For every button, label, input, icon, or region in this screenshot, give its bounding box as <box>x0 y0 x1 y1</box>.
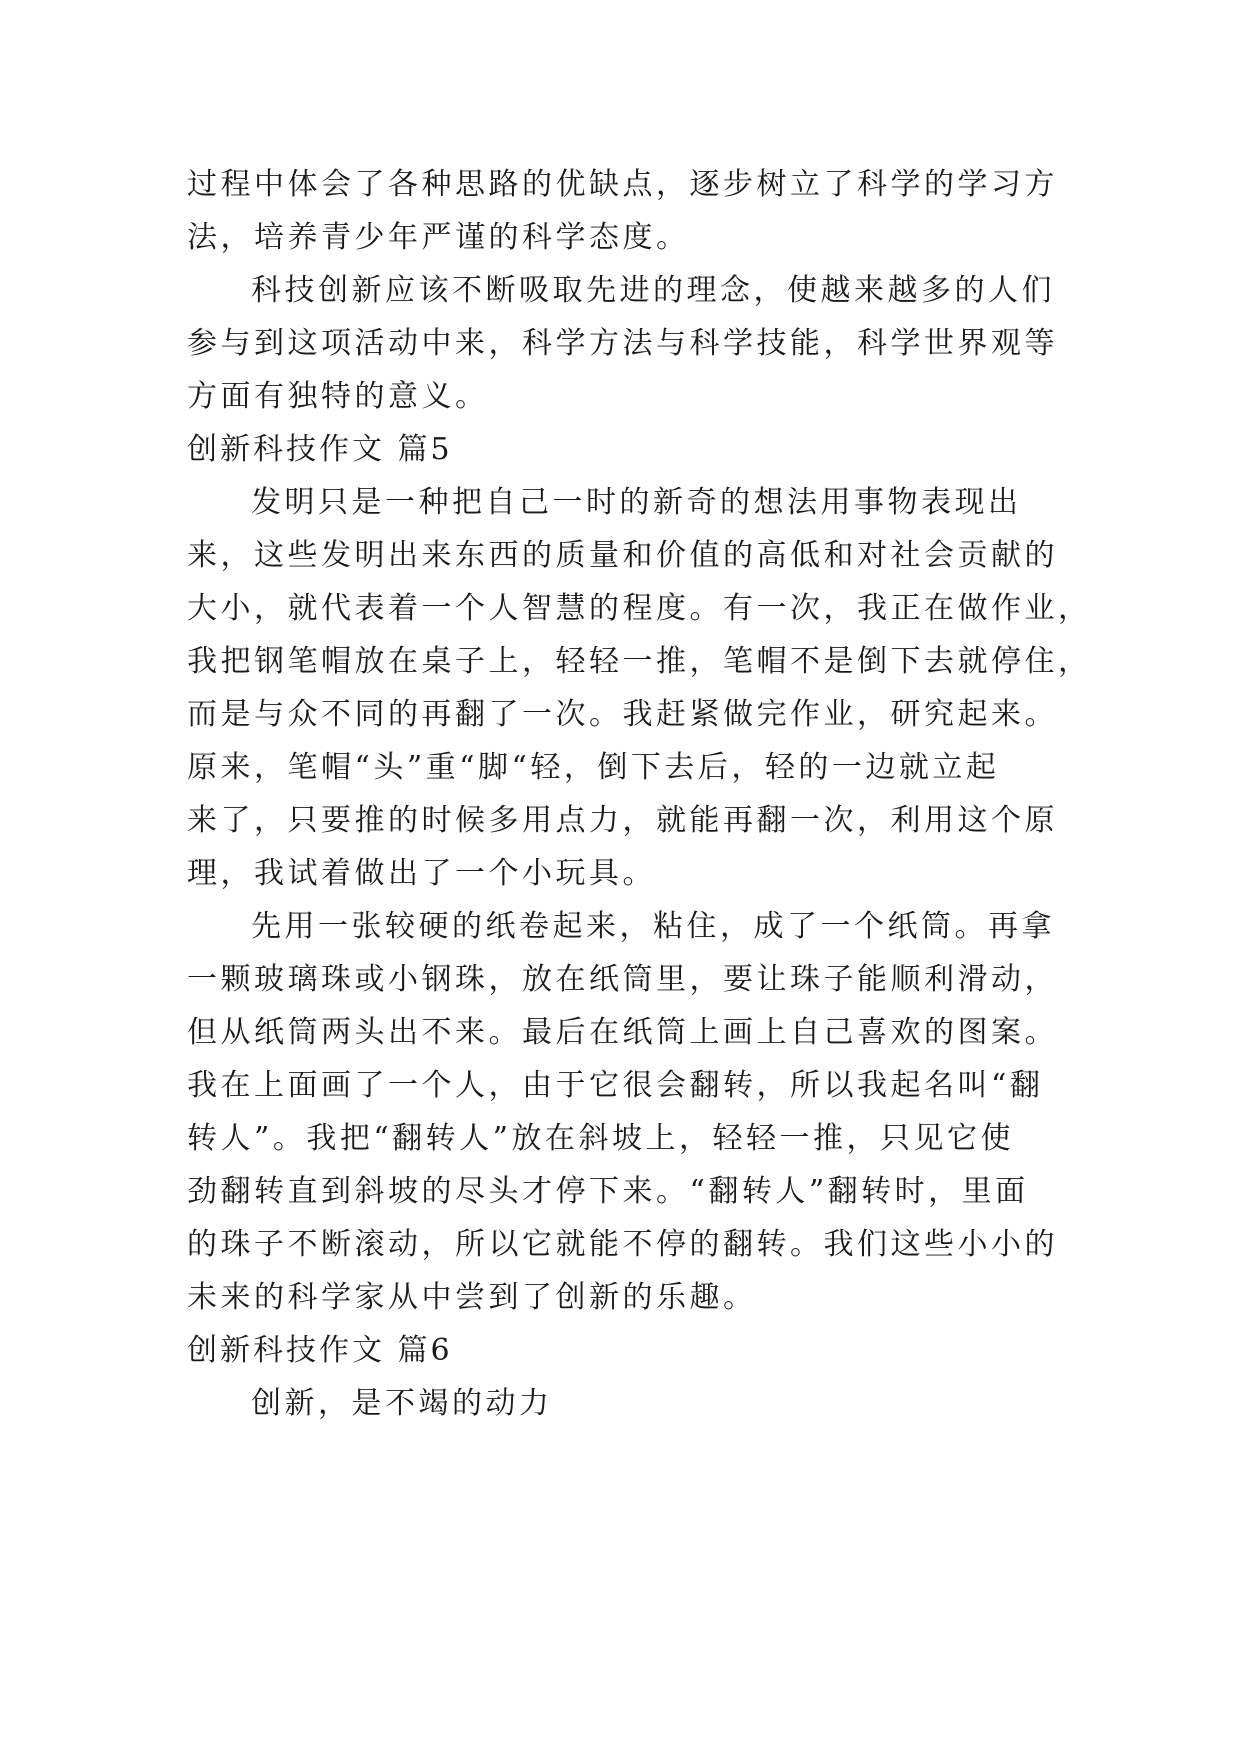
text-line: 过程中体会了各种思路的优缺点，逐步树立了科学的学习方 <box>187 167 1058 202</box>
text-line: 科技创新应该不断吸取先进的理念，使越来越多的人们 <box>251 273 1055 308</box>
text-line: 我在上面画了一个人，由于它很会翻转，所以我起名叫“翻 <box>187 1068 1044 1103</box>
text-line: 创新，是不竭的动力 <box>251 1386 553 1421</box>
text-line: 来，这些发明出来东西的质量和价值的高低和对社会贡献的 <box>187 538 1058 573</box>
document-body <box>187 158 1092 1430</box>
section-heading: 创新科技作文 篇6 <box>187 1333 453 1368</box>
text-line: 发明只是一种把自己一时的新奇的想法用事物表现出 <box>251 485 1022 520</box>
text-line: 来了，只要推的时候多用点力，就能再翻一次，利用这个原 <box>187 803 1058 838</box>
text-line: 参与到这项活动中来，科学方法与科学技能，科学世界观等 <box>187 326 1058 361</box>
text-line: 转人”。我把“翻转人”放在斜坡上，轻轻一推，只见它使 <box>187 1121 1015 1156</box>
text-line: 大小，就代表着一个人智慧的程度。有一次，我正在做作业， <box>187 591 1092 626</box>
text-line: 我把钢笔帽放在桌子上，轻轻一推，笔帽不是倒下去就停住， <box>187 644 1092 679</box>
section-heading: 创新科技作文 篇5 <box>187 432 453 467</box>
text-line: 一颗玻璃珠或小钢珠，放在纸筒里，要让珠子能顺利滑动， <box>187 962 1058 997</box>
text-line: 劲翻转直到斜坡的尽头才停下来。“翻转人”翻转时，里面 <box>187 1174 1029 1209</box>
text-line: 但从纸筒两头出不来。最后在纸筒上画上自己喜欢的图案。 <box>187 1015 1058 1050</box>
text-line: 而是与众不同的再翻了一次。我赶紧做完作业，研究起来。 <box>187 697 1058 732</box>
text-line: 的珠子不断滚动，所以它就能不停的翻转。我们这些小小的 <box>187 1227 1058 1262</box>
text-line: 理，我试着做出了一个小玩具。 <box>187 856 656 891</box>
text-line: 方面有独特的意义。 <box>187 379 489 414</box>
text-line: 未来的科学家从中尝到了创新的乐趣。 <box>187 1280 757 1315</box>
text-line: 法，培养青少年严谨的科学态度。 <box>187 220 690 255</box>
text-line: 先用一张较硬的纸卷起来，粘住，成了一个纸筒。再拿 <box>251 909 1055 944</box>
text-line: 原来，笔帽“头”重“脚“轻，倒下去后，轻的一边就立起 <box>187 750 1000 785</box>
